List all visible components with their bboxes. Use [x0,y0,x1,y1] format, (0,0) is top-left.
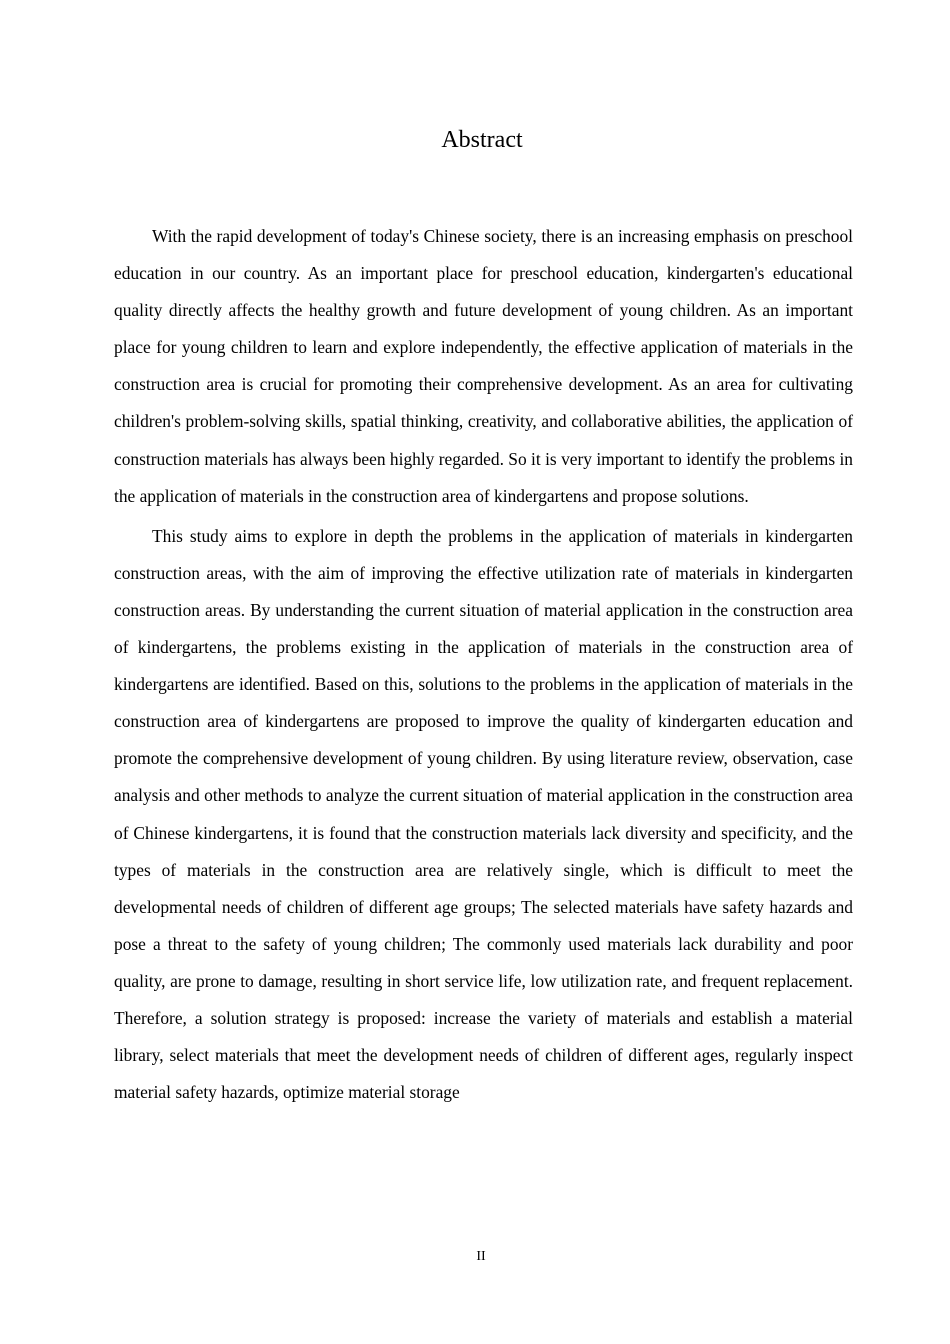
paragraph-2: This study aims to explore in depth the problems in the application of materials in kindergarten construction areas, with the aim of improving the effective utilization rate of materials in kindergarten construction areas. By understanding the current situation of material application in the construction area of kindergartens, the problems existing in the application of materials in the construction area of kindergartens are identified. Based on this, solutions to the problems in the application of materials in the construction area of kindergartens are proposed to improve the quality of kindergarten education and promote the comprehensive development of young children. By using literature review, observation, case analysis and other methods to analyze the current situation of material application in the construction area of Chinese kindergartens, it is found that the construction materials lack diversity and specificity, and the types of materials in the construction area are relatively single, which is difficult to meet the developmental needs of children of different age groups; The selected materials have safety hazards and pose a threat to the safety of young children; The commonly used materials lack durability and poor quality, are prone to damage, resulting in short service life, low utilization rate, and frequent replacement. Therefore, a solution strategy is proposed: increase the variety of materials and establish a material library, select materials that meet the development needs of children of different ages, regularly inspect material safety hazards, optimize material storage [114,525,853,1103]
page-number: II [476,1249,486,1264]
paragraph-1: With the rapid development of today's Chinese society, there is an increasing emphasis on preschool education in our country. As an important place for preschool education, kindergarten's educational quality directly affects the healthy growth and future development of young children. As an important place for young children to learn and explore independently, the effective application of materials in the construction area is crucial for promoting their comprehensive development. As an area for cultivating children's problem-solving skills, spatial thinking, creativity, and collaborative abilities, the application of construction materials has always been highly regarded. So it is very important to identify the problems in the application of materials in the construction area of kindergartens and propose solutions. [114,226,853,506]
page-title: Abstract [441,127,523,153]
abstract-body [114,218,853,1114]
